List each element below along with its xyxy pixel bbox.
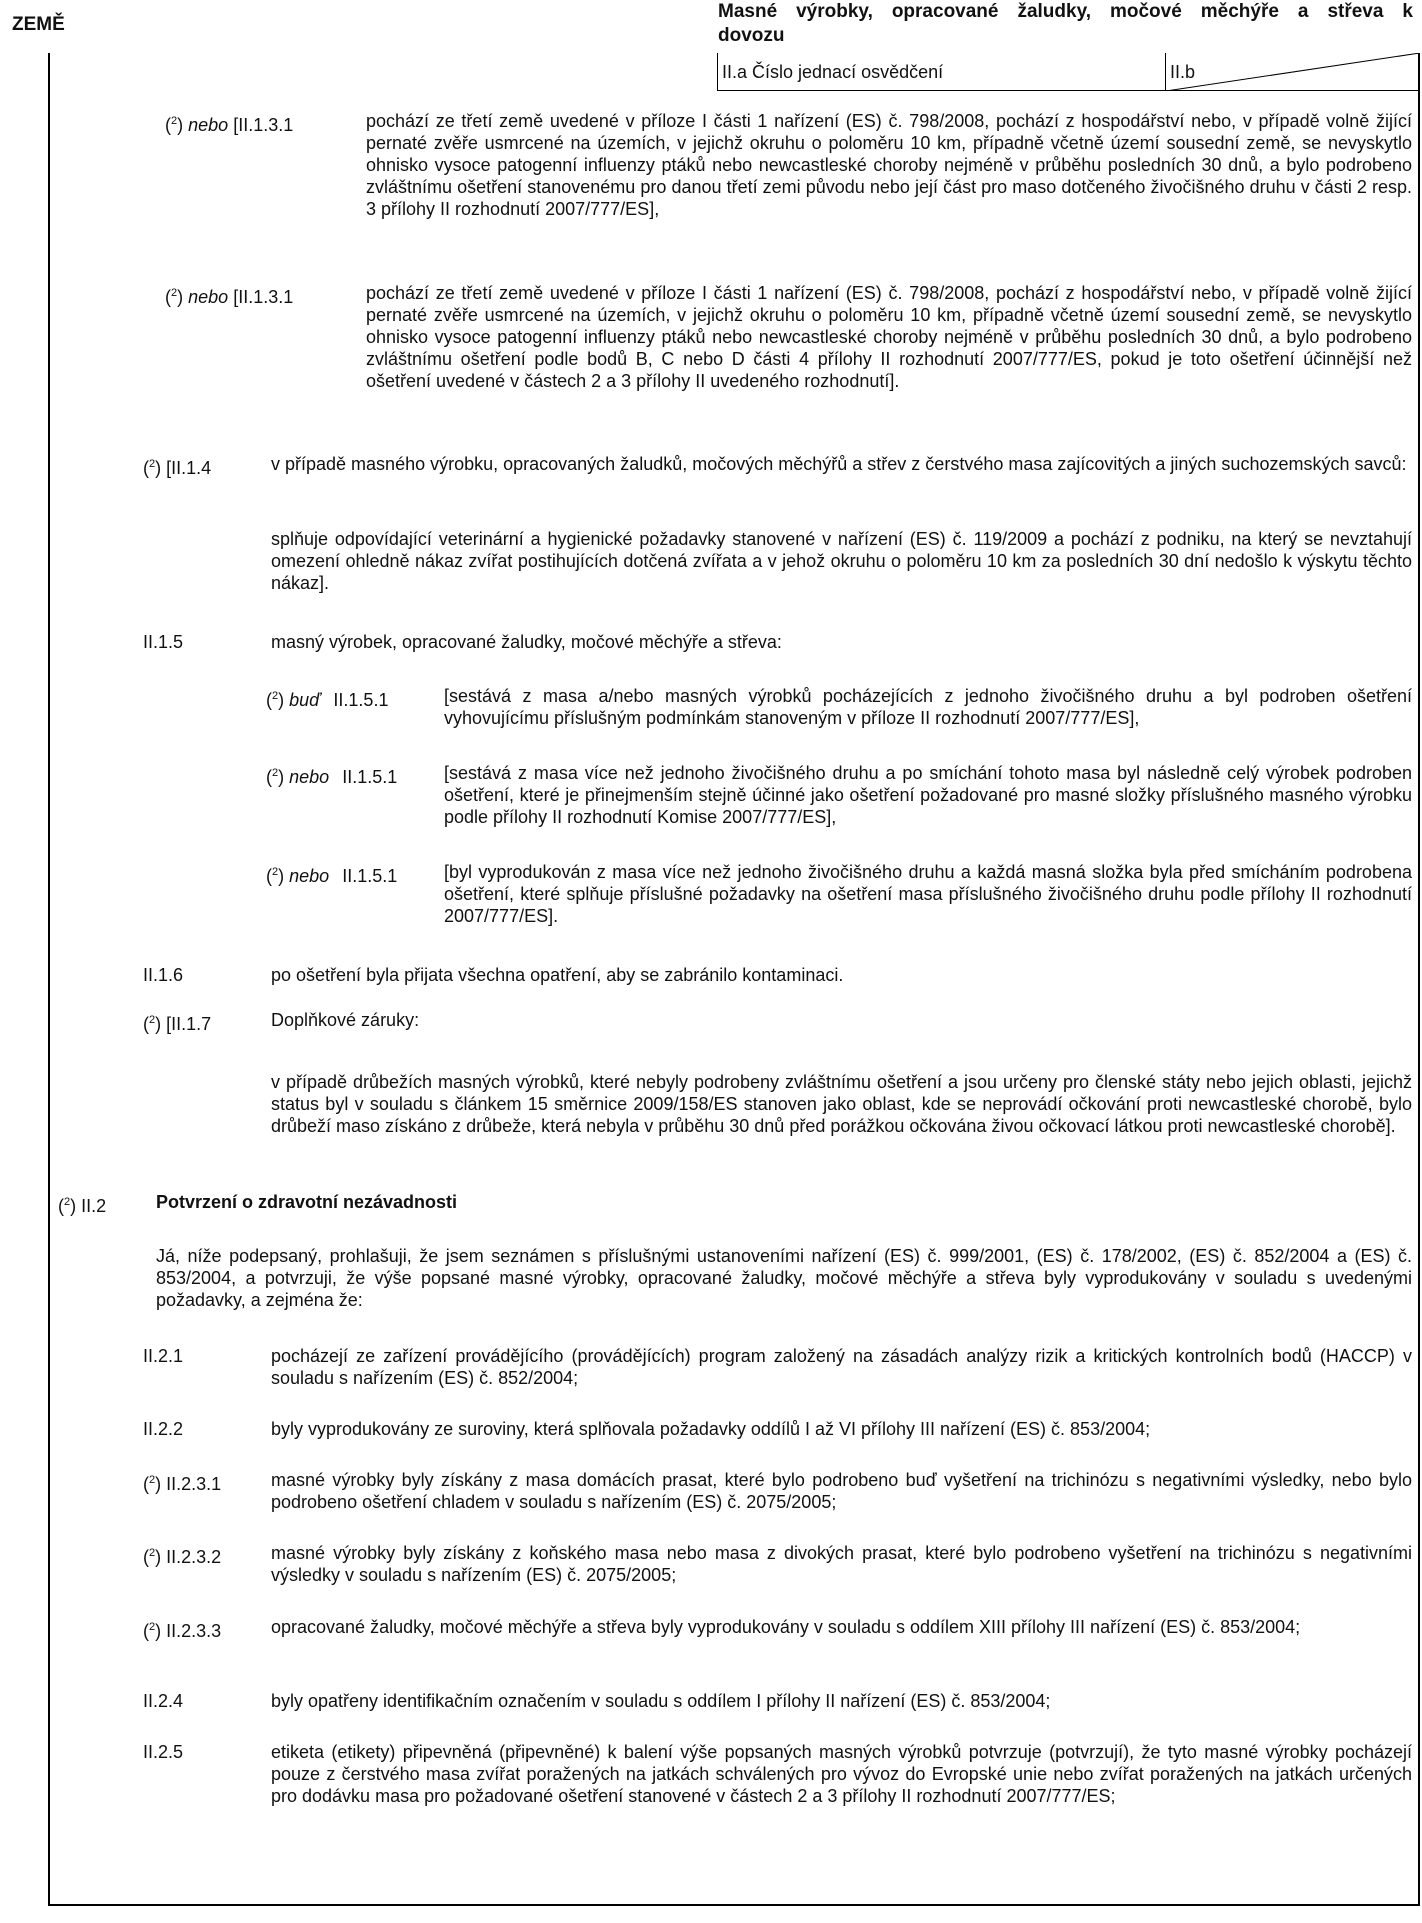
item-label: ($^2$) II.2.3.2 xyxy=(143,1547,222,1567)
item-label: II.2.1 xyxy=(143,1346,184,1366)
item-label: ($^2$) nebo [II.1.3.1 xyxy=(165,287,294,307)
intro-paragraph: Já, níže podepsaný, prohlašuji, že jsem seznámen s příslušnými ustanoveními nařízení (ES) č. 999/2001, (ES) č. 178/2002, (ES) č. 852/2004 a (ES) č. 853/2004, a potvrzuji, že výše popsané masné výrobky, opracované žaludky, močové měchýře a střeva byly vyprodukovány v souladu s uvedenými požadavky, a zejména že: xyxy=(156,1246,1412,1310)
item-text: splňuje odpovídající veterinární a hygienické požadavky stanovené v nařízení (ES) č. 119/2009 a pochází z podniku, na který se nevztahují omezení ohledně nákaz zvířat postihujících dotčená zvířata a v jehož okruhu o poloměru 10 km za posledních 30 dní nedošlo k výskytu těchto nákaz]. xyxy=(271,529,1412,593)
title-line-1: Masné výrobky, opracované žaludky, močové měchýře a střeva k xyxy=(718,1,1413,22)
certificate-reference-field: II.a Číslo jednací osvědčení xyxy=(717,53,1166,91)
item-text: pocházejí ze zařízení provádějícího (provádějících) program založený na zásadách analýzy rizik a kritických kontrolních bodů (HACCP) v souladu s nařízením (ES) č. 852/2004; xyxy=(271,1346,1412,1388)
item-label: ($^2$) [II.1.4 xyxy=(143,458,212,478)
item-label: ($^2$) nebo [II.1.3.1 xyxy=(165,115,294,135)
item-text: pochází ze třetí země uvedené v příloze I části 1 nařízení (ES) č. 798/2008, pochází z hospodářství nebo, v případě volně žijící pernaté zvěře usmrcené na územích, v jejichž okruhu o poloměru 10 km, případně včetně území sousední země, se nevyskytlo ohnisko vysoce patogenní influenzy ptáků nebo newcastleské choroby nejméně v průběhu posledních 30 dnů, a bylo podrobeno zvláštnímu ošetření podle bodů B, C nebo D části 4 přílohy II rozhodnutí 2007/777/ES, pokud je toto ošetření účinnější než ošetření uvedené v částech 2 a 3 přílohy II uvedeného rozhodnutí]. xyxy=(366,283,1412,391)
document-title xyxy=(718,0,1413,48)
item-label: II.2.2 xyxy=(143,1419,184,1439)
country-heading: ZEMĚ xyxy=(12,14,65,35)
item-label: ($^2$) [II.1.7 xyxy=(143,1014,212,1034)
item-label: II.1.6 xyxy=(143,965,184,985)
item-text: po ošetření byla přijata všechna opatření, aby se zabránilo kontaminaci. xyxy=(271,965,844,985)
item-text: masné výrobky byly získány z koňského masa nebo masa z divokých prasat, které bylo podrobeno vyšetření na trichinózu s negativními výsledky v souladu s nařízením (ES) č. 2075/2005; xyxy=(271,1543,1412,1585)
item-label: II.1.5 xyxy=(143,632,184,652)
item-text: opracované žaludky, močové měchýře a střeva byly vyprodukovány v souladu s oddílem XIII přílohy III nařízení (ES) č. 853/2004; xyxy=(271,1617,1301,1637)
item-text: Doplňkové záruky: xyxy=(271,1010,420,1030)
item-text: v případě drůbežích masných výrobků, které nebyly podrobeny zvláštnímu ošetření a jsou určeny pro členské státy nebo jejich oblasti, jejichž status byl v souladu s článkem 15 směrnice 2009/158/ES stanoven jako oblast, kde se neprovádí očkování proti newcastleské chorobě, bylo drůbeží maso získáno z drůbeže, která nebyla v průběhu 30 dnů před porážkou očkována živou očkovací látkou proti newcastleské chorobě]. xyxy=(271,1072,1412,1136)
item-label: ($^2$) nebo II.1.5.1 xyxy=(266,866,398,886)
item-label: II.2.5 xyxy=(143,1742,184,1762)
item-text: masné výrobky byly získány z masa domácích prasat, které bylo podrobeno buď vyšetření na trichinózu s negativními výsledky, nebo bylo podrobeno ošetření chladem v souladu s nařízením (ES) č. 2075/2005; xyxy=(271,1470,1412,1512)
item-label: ($^2$) buď II.1.5.1 xyxy=(266,690,389,710)
item-label: ($^2$) II.2.3.1 xyxy=(143,1474,222,1494)
reference-code-field: II.b xyxy=(1165,53,1420,91)
item-text: pochází ze třetí země uvedené v příloze I části 1 nařízení (ES) č. 798/2008, pochází z hospodářství nebo, v případě volně žijící pernaté zvěře usmrcené na územích, v jejichž okruhu o poloměru 10 km, případně včetně území sousední země, se nevyskytlo ohnisko vysoce patogenní influenzy ptáků nebo newcastleské choroby nejméně v průběhu posledních 30 dnů, a bylo podrobeno zvláštnímu ošetření stanovenému pro danou třetí zemi původu nebo její část pro maso dotčeného živočišného druhu v části 2 resp. 3 přílohy II rozhodnutí 2007/777/ES], xyxy=(366,111,1412,219)
item-text: byly opatřeny identifikačním označením v souladu s oddílem I přílohy II nařízení (ES) č. 853/2004; xyxy=(271,1691,1051,1711)
section-label: ($^2$) II.2 xyxy=(58,1196,107,1216)
item-text: [byl vyprodukován z masa více než jednoho živočišného druhu a každá masná složka byla před smícháním podrobena ošetření, které splňuje příslušné požadavky na ošetření masa příslušného živočišného druhu podle přílohy II rozhodnutí 2007/777/ES]. xyxy=(444,862,1412,926)
item-text: byly vyprodukovány ze suroviny, která splňovala požadavky oddílů I až VI přílohy III nařízení (ES) č. 853/2004; xyxy=(271,1419,1151,1439)
item-text: masný výrobek, opracované žaludky, močové měchýře a střeva: xyxy=(271,632,782,652)
item-text: [sestává z masa a/nebo masných výrobků pocházejících z jednoho živočišného druhu a byl podroben ošetření vyhovujícímu příslušným podmínkám stanoveným v příloze II rozhodnutí 2007/777/ES], xyxy=(444,686,1412,728)
section-heading: Potvrzení o zdravotní nezávadnosti xyxy=(156,1192,458,1212)
item-text: v případě masného výrobku, opracovaných žaludků, močových měchýřů a střev z čerstvého masa zajícovitých a jiných suchozemských savců: xyxy=(271,454,1407,474)
item-label: II.2.4 xyxy=(143,1691,184,1711)
item-text: [sestává z masa více než jednoho živočišného druhu a po smíchání tohoto masa byl následně celý výrobek podroben ošetření, které je přinejmenším stejně účinné jako ošetření požadované pro masné složky příslušného masného výrobku podle přílohy II rozhodnutí Komise 2007/777/ES], xyxy=(444,763,1412,827)
item-label: ($^2$) II.2.3.3 xyxy=(143,1621,222,1641)
item-text: etiketa (etikety) připevněná (připevněné) k balení výše popsaných masných výrobků potvrzuje (potvrzují), že tyto masné výrobky pocházejí pouze z čerstvého masa zvířat poražených na jatkách schválených pro vývoz do Evropské unie nebo zvířat poražených na jatkách určených pro dodávku masa pro požadované ošetření stanovené v částech 2 a 3 přílohy II rozhodnutí 2007/777/ES; xyxy=(271,1742,1412,1806)
item-label: ($^2$) nebo II.1.5.1 xyxy=(266,767,398,787)
title-line-2: dovozu xyxy=(718,25,785,46)
